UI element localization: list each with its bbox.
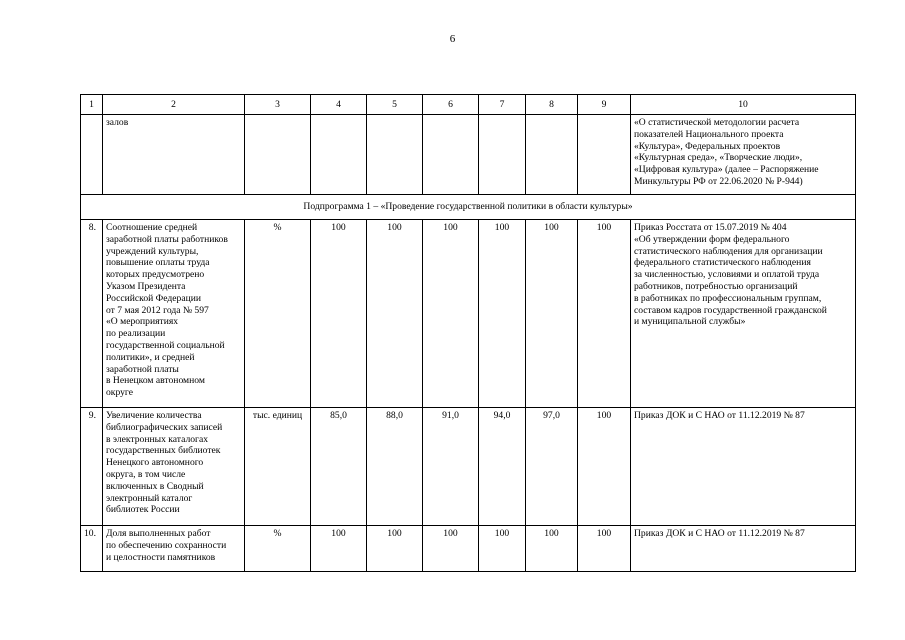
value-cell: 94,0 [479,408,526,526]
value-cell: 100 [311,220,367,408]
header-cell: 1 [81,95,103,115]
row-number-cell [81,115,103,195]
value-cell: 100 [367,526,423,572]
value-cell [423,115,479,195]
header-cell: 5 [367,95,423,115]
unit-cell: тыс. единиц [245,408,311,526]
value-cell: 100 [479,526,526,572]
value-cell [578,115,631,195]
value-cell: 85,0 [311,408,367,526]
row-number-cell: 10. [81,526,103,572]
source-cell: «О статистической методологии расчета показателей Национального проекта «Культура», Федеральных проектов «Культурная среда», «Творческие люди», «Цифровая культура» (далее – Распоряжение Минкультуры РФ от 22.06.2020 № Р-944) [631,115,856,195]
indicator-name-cell: Увеличение количества библиографических записей в электронных каталогах государственных библиотек Ненецкого автономного округа, в том числе включенных в Сводный электронный каталог библиотек России [103,408,245,526]
table-header-row [81,95,856,115]
indicator-name-cell: Соотношение средней заработной платы работников учреждений культуры, повышение оплаты труда которых предусмотрено Указом Президента Российской Федерации от 7 мая 2012 года № 597 «О мероприятиях по реализации государственной социальной политики», и средней заработной платы в Ненецком автономном округе [103,220,245,408]
value-cell [367,115,423,195]
row-number-cell: 8. [81,220,103,408]
value-cell: 100 [367,220,423,408]
value-cell: 100 [578,220,631,408]
value-cell: 100 [311,526,367,572]
value-cell: 100 [479,220,526,408]
value-cell: 100 [526,526,578,572]
header-cell: 2 [103,95,245,115]
indicators-table [80,94,856,572]
row-number-cell: 9. [81,408,103,526]
value-cell: 100 [423,526,479,572]
table-row [81,526,856,572]
header-cell: 3 [245,95,311,115]
header-cell: 8 [526,95,578,115]
source-cell: Приказ Росстата от 15.07.2019 № 404 «Об утверждении форм федерального статистического наблюдения для организации федерального статистического наблюдения за численностью, условиями и оплатой труда работников, потребностью организаций в работниках по профессиональным группам, составом кадров государственной гражданской и муниципальной службы» [631,220,856,408]
unit-cell: % [245,526,311,572]
source-cell: Приказ ДОК и С НАО от 11.12.2019 № 87 [631,526,856,572]
value-cell: 97,0 [526,408,578,526]
value-cell [479,115,526,195]
subprogram-title: Подпрограмма 1 – «Проведение государственной политики в области культуры» [81,195,856,220]
subprogram-row [81,195,856,220]
header-cell: 4 [311,95,367,115]
unit-cell [245,115,311,195]
value-cell: 100 [578,526,631,572]
table-row [81,408,856,526]
unit-cell: % [245,220,311,408]
page-number: 6 [449,33,456,45]
header-cell: 10 [631,95,856,115]
value-cell: 100 [423,220,479,408]
value-cell: 91,0 [423,408,479,526]
header-cell: 6 [423,95,479,115]
value-cell: 100 [578,408,631,526]
value-cell [311,115,367,195]
table-row [81,220,856,408]
indicator-name-cell: залов [103,115,245,195]
header-cell: 7 [479,95,526,115]
source-cell: Приказ ДОК и С НАО от 11.12.2019 № 87 [631,408,856,526]
value-cell: 100 [526,220,578,408]
indicator-name-cell: Доля выполненных работ по обеспечению сохранности и целостности памятников [103,526,245,572]
table-row-continuation [81,115,856,195]
value-cell [526,115,578,195]
value-cell: 88,0 [367,408,423,526]
header-cell: 9 [578,95,631,115]
